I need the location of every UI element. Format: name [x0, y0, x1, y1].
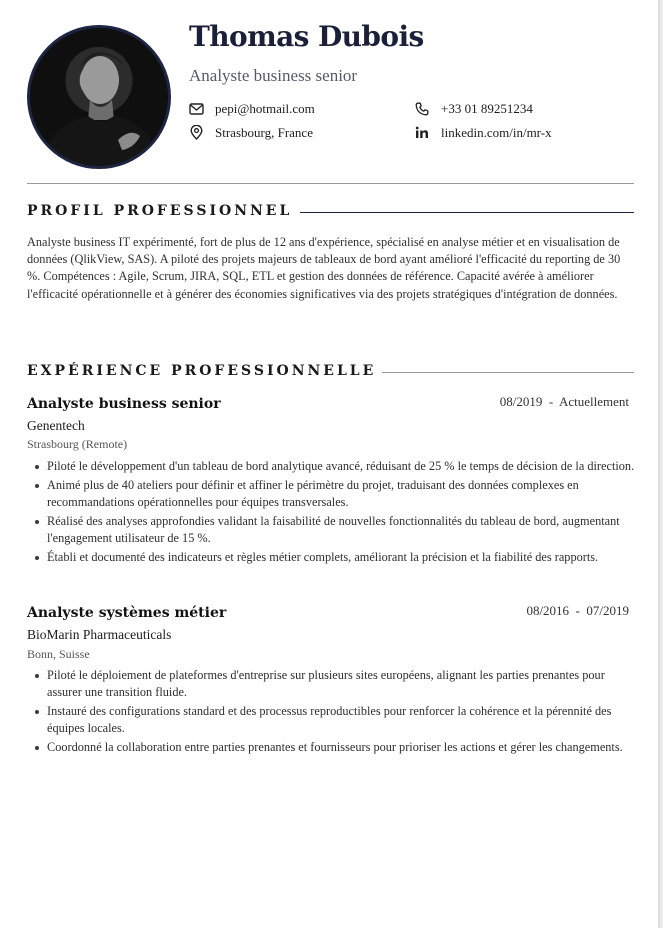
- location-pin-icon: [190, 125, 203, 140]
- profile-summary: Analyste business IT expérimenté, fort de plus de 12 ans d'expérience, spécialisé en analyse métier et en visualisation de données (QlikView, SAS). A piloté des projets majeurs de tableaux de bord ayant amélioré l'efficacité du reporting de 30 %. Compétences : Agile, Scrum, JIRA, SQL, ETL et gestion des données de référence. Capacité avérée à améliorer l'efficacité opérationnelle et à générer des économies significatives via des projets stratégiques d'intégration de données.: [27, 235, 621, 301]
- job-location: Bonn, Suisse: [27, 647, 90, 661]
- candidate-name: Thomas Dubois: [189, 20, 424, 53]
- list-item: Établi et documenté des indicateurs et règles métier complets, améliorant la précision et la fiabilité des rapports.: [31, 549, 635, 566]
- list-item: Coordonné la collaboration entre parties prenantes et fournisseurs pour prioriser les actions et gérer les changements.: [31, 739, 635, 756]
- job-role: Analyste business senior: [27, 396, 221, 412]
- phone-icon: [415, 102, 429, 116]
- company-name: BioMarin Pharmaceuticals: [27, 627, 172, 642]
- list-item: Animé plus de 40 ateliers pour définir et affiner le périmètre du projet, traduisant des données complexes en recommandations opérationnelles pour équipes transversales.: [31, 477, 635, 511]
- job-bullets: [31, 667, 635, 758]
- job-dates: 08/2019 - Actuellement: [499, 394, 629, 409]
- location-text: Strasbourg, France: [215, 125, 313, 140]
- job-dates: 08/2016 - 07/2019: [526, 603, 629, 618]
- phone-number[interactable]: +33 01 89251234: [441, 101, 533, 116]
- list-item: Instauré des configurations standard et des processus reproductibles pour renforcer la cohérence et la pérennité des équipes locales.: [31, 703, 635, 737]
- list-item: Piloté le déploiement de plateformes d'entreprise sur plusieurs sites européens, alignant les parties prenantes pour assurer une transition fluide.: [31, 667, 635, 701]
- profile-heading-line: [300, 212, 634, 213]
- profile-photo: [27, 25, 171, 169]
- list-item: Réalisé des analyses approfondies validant la faisabilité de nouvelles fonctionnalités du tableau de bord, augmentant l'engagement utilisateur de 15 %.: [31, 513, 635, 547]
- company-name: Genentech: [27, 418, 85, 433]
- experience-heading-line: [382, 372, 634, 373]
- profile-heading: PROFIL PROFESSIONNEL: [27, 203, 293, 219]
- job-role: Analyste systèmes métier: [27, 605, 227, 621]
- experience-heading: EXPÉRIENCE PROFESSIONNELLE: [27, 363, 377, 379]
- job-bullets: [31, 458, 635, 568]
- candidate-title: Analyste business senior: [189, 66, 358, 85]
- envelope-icon: [189, 103, 204, 115]
- job-location: Strasbourg (Remote): [27, 437, 128, 451]
- list-item: Piloté le développement d'un tableau de bord analytique avancé, réduisant de 25 % le temps de décision de la direction.: [31, 458, 635, 475]
- linkedin-link[interactable]: linkedin.com/in/mr-x: [441, 125, 552, 140]
- header-divider: [27, 183, 634, 184]
- linkedin-icon: [415, 126, 429, 139]
- email-link[interactable]: pepi@hotmail.com: [215, 101, 315, 116]
